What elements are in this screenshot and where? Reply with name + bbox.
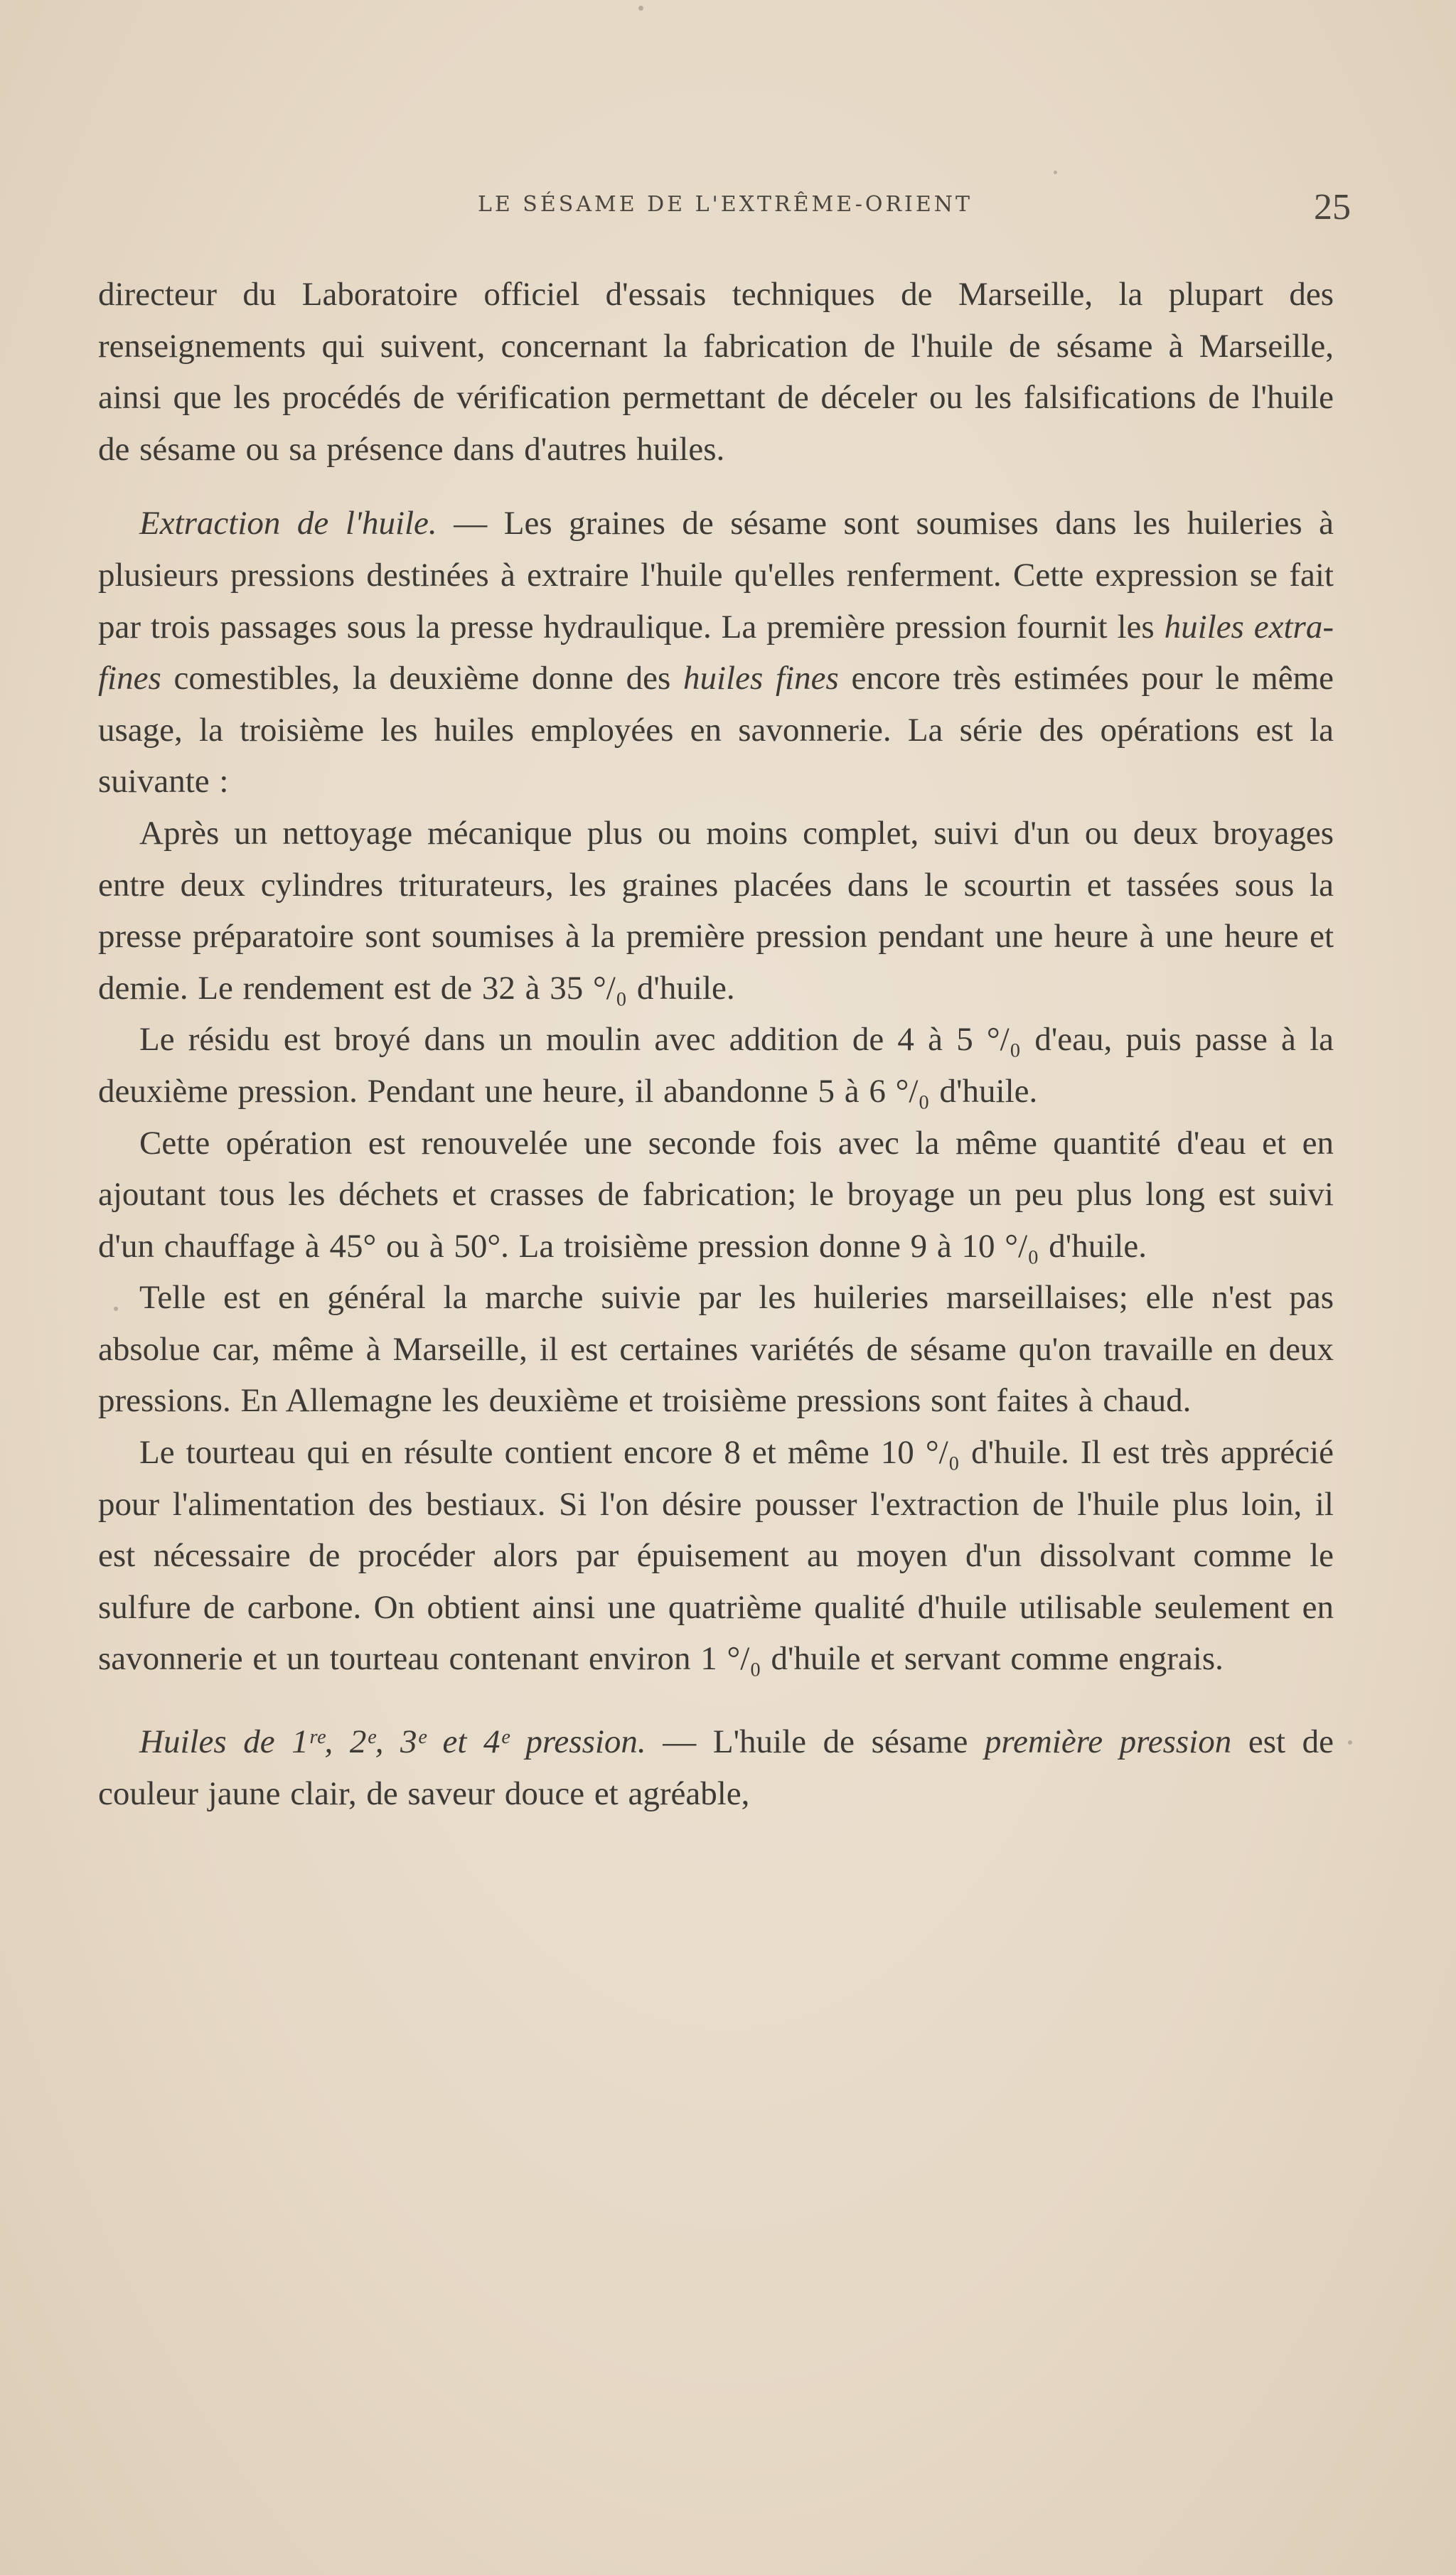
paragraph-first-pressing: Après un nettoyage mécanique plus ou moins complet, suivi d'un ou deux broyages entre deux cylindres triturateurs, les graines placées dans le scourtin et tassées sous la presse préparatoire sont soumises à la première pression pendant une heure à une heure et demie. Le rendement est de 32 à 35 °/₀ d'huile. [98, 814, 1334, 1007]
paragraph-second-pressing: Le résidu est broyé dans un moulin avec addition de 4 à 5 °/₀ d'eau, puis passe à la deuxième pression. Pendant une heure, il abandonne 5 à 6 °/₀ d'huile. [98, 1021, 1334, 1110]
paragraph-marseille-process: Telle est en général la marche suivie par les huileries marseillaises; elle n'est pas absolue car, même à Marseille, il est certaines variétés de sésame qu'on travaille en deux pressions. En Allemagne les deuxième et troisième pressions sont faites à chaud. [98, 1279, 1334, 1420]
paragraph-pressings [98, 1716, 1334, 1819]
paper-speck [1054, 171, 1057, 174]
term-huiles-fines: huiles fines [682, 660, 839, 697]
section-heading-extraction: Extraction de l'huile. [139, 505, 437, 542]
paragraph-text: comestibles, la deuxième donne des [161, 660, 683, 697]
running-title: LE SÉSAME DE L'EXTRÊME-ORIENT [477, 192, 973, 217]
paragraph-text: est de couleur jaune clair, de saveur douce et agréable, [98, 1723, 1334, 1812]
body-text [98, 269, 1334, 1819]
paragraph-third-pressing: Cette opération est renouvelée une seconde fois avec la même quantité d'eau et en ajoutant tous les déchets et crasses de fabrication; le broyage un peu plus long est suivi d'un chauffage à 45° ou à 50°. La troisième pression donne 9 à 10 °/₀ d'huile. [98, 1124, 1334, 1265]
paper-speck [1348, 1740, 1352, 1745]
paragraph-text: — L'huile de sésame [646, 1723, 985, 1761]
paragraph-text: — Les graines de sésame sont soumises dans les huileries à plusieurs pressions destinées à extraire l'huile qu'elles renferment. Cette expression se fait par trois passages sous la presse hydraulique. La première pression fournit les [98, 505, 1334, 646]
paragraph-extraction [98, 498, 1334, 808]
paper-speck [638, 6, 643, 11]
term-premiere-pression: première pression [984, 1723, 1232, 1761]
page-number: 25 [1314, 187, 1351, 227]
page-header [100, 186, 1351, 229]
paragraph-text: encore très estimées pour le même usage, la troisième les huiles employées en savonnerie. La série des opérations est la suivante : [98, 660, 1334, 801]
term-huiles-extra-fines: huiles extra-fines [98, 608, 1334, 697]
paper-speck [114, 1307, 118, 1311]
section-heading-pressings: Huiles de 1ʳᵉ, 2ᵉ, 3ᵉ et 4ᵉ pression. [139, 1723, 646, 1761]
paragraph-intro: directeur du Laboratoire officiel d'essais techniques de Marseille, la plupart des renseignements qui suivent, concernant la fabrication de l'huile de sésame à Marseille, ainsi que les procédés de vérification permettant de déceler ou les falsifications de l'huile de sésame ou sa présence dans d'autres huiles. [98, 276, 1334, 468]
paragraph-tourteau: Le tourteau qui en résulte contient encore 8 et même 10 °/₀ d'huile. Il est très apprécié pour l'alimentation des bestiaux. Si l'on désire pousser l'extraction de l'huile plus loin, il est nécessaire de procéder alors par épuisement au moyen d'un dissolvant comme le sulfure de carbone. On obtient ainsi une quatrième qualité d'huile utilisable seulement en savonnerie et un tourteau contenant environ 1 °/₀ d'huile et servant comme engrais. [98, 1434, 1334, 1678]
